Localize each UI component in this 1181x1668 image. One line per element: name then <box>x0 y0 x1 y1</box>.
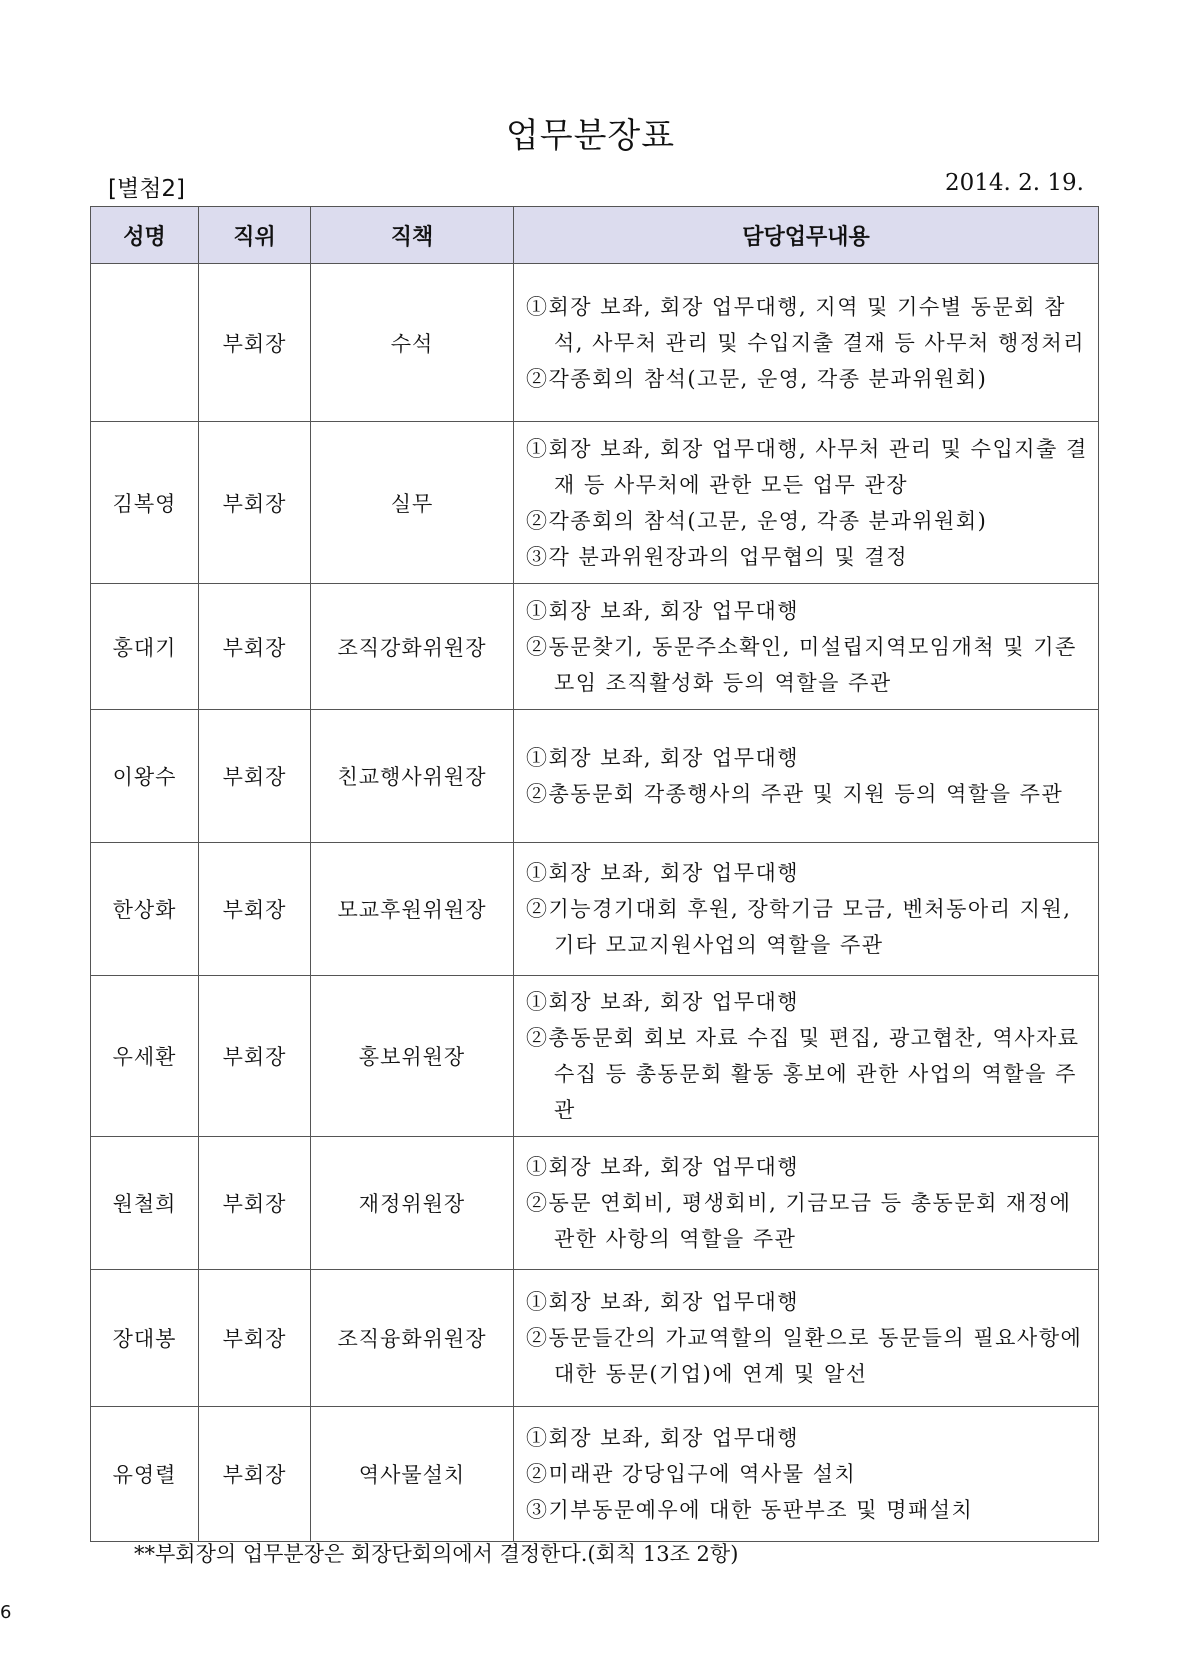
cell-name: 김복영 <box>91 422 199 584</box>
duty-item: ①회장 보좌, 회장 업무대행 <box>526 1290 800 1314</box>
cell-role: 재정위원장 <box>311 1137 514 1270</box>
duty-item: ②미래관 강당입구에 역사물 설치 <box>526 1462 857 1486</box>
duty-item: ②동문찾기, 동문주소확인, 미설립지역모임개척 및 기존모임 조직활성화 등의 역할을 주관 <box>526 634 1077 695</box>
cell-role: 실무 <box>311 422 514 584</box>
cell-duties <box>514 976 1099 1137</box>
duty-item: ②동문 연회비, 평생회비, 기금모금 등 총동문회 재정에 관한 사항의 역할을 주관 <box>526 1191 1072 1251</box>
duty-item: ①회장 보좌, 회장 업무대행 <box>526 861 800 885</box>
table-row <box>91 422 1099 584</box>
header-role: 직책 <box>311 207 514 264</box>
cell-duties <box>514 422 1099 584</box>
table-row <box>91 584 1099 710</box>
cell-role: 친교행사위원장 <box>311 710 514 843</box>
duty-item: ①회장 보좌, 회장 업무대행 <box>526 1426 800 1450</box>
cell-duties <box>514 264 1099 422</box>
cell-role: 역사물설치 <box>311 1407 514 1542</box>
table-row <box>91 710 1099 843</box>
table-row <box>91 976 1099 1137</box>
cell-position: 부회장 <box>199 1137 311 1270</box>
footnote: **부회장의 업무분장은 회장단회의에서 결정한다.(회칙 13조 2항) <box>134 1542 739 1566</box>
cell-duties <box>514 1137 1099 1270</box>
table-row <box>91 264 1099 422</box>
table-row <box>91 1137 1099 1270</box>
duty-item: ②총동문회 각종행사의 주관 및 지원 등의 역할을 주관 <box>526 782 1064 806</box>
duty-item: ①회장 보좌, 회장 업무대행 <box>526 746 800 770</box>
cell-duties <box>514 710 1099 843</box>
cell-position: 부회장 <box>199 1270 311 1407</box>
duty-item: ③각 분과위원장과의 업무협의 및 결정 <box>526 544 908 569</box>
cell-role: 조직강화위원장 <box>311 584 514 710</box>
page-number: 6 <box>0 1602 12 1623</box>
cell-name: 원철희 <box>91 1137 199 1270</box>
duty-item: ②각종회의 참석(고문, 운영, 각종 분과위원회) <box>526 508 988 533</box>
cell-duties <box>514 1270 1099 1407</box>
cell-position: 부회장 <box>199 264 311 422</box>
cell-name <box>91 264 199 422</box>
cell-name: 홍대기 <box>91 584 199 710</box>
cell-position: 부회장 <box>199 422 311 584</box>
cell-position: 부회장 <box>199 843 311 976</box>
duty-item: ②기능경기대회 후원, 장학기금 모금, 벤처동아리 지원, 기타 모교지원사업의 역할을 주관 <box>526 897 1072 957</box>
duty-item: ②동문들간의 가교역할의 일환으로 동문들의 필요사항에 대한 동문(기업)에 연계 및 알선 <box>526 1326 1083 1386</box>
cell-role: 홍보위원장 <box>311 976 514 1137</box>
document-date: 2014. 2. 19. <box>945 170 1084 196</box>
cell-name: 우세환 <box>91 976 199 1137</box>
cell-position: 부회장 <box>199 1407 311 1542</box>
cell-name: 이왕수 <box>91 710 199 843</box>
duty-item: ③기부동문예우에 대한 동판부조 및 명패설치 <box>526 1498 974 1522</box>
table-row <box>91 1270 1099 1407</box>
table-row <box>91 1407 1099 1542</box>
cell-duties <box>514 1407 1099 1542</box>
attachment-label: [별첨2] <box>108 176 186 202</box>
table-body <box>91 264 1099 1542</box>
page-title: 업무분장표 <box>505 116 676 156</box>
cell-name: 장대봉 <box>91 1270 199 1407</box>
table-header-row <box>91 207 1099 264</box>
cell-position: 부회장 <box>199 584 311 710</box>
duty-item: ①회장 보좌, 회장 업무대행 <box>526 598 800 623</box>
cell-duties <box>514 843 1099 976</box>
table-row <box>91 843 1099 976</box>
duty-table <box>90 206 1099 1542</box>
cell-name: 한상화 <box>91 843 199 976</box>
cell-role: 수석 <box>311 264 514 422</box>
duty-item: ①회장 보좌, 회장 업무대행 <box>526 990 800 1014</box>
cell-position: 부회장 <box>199 976 311 1137</box>
duty-item: ①회장 보좌, 회장 업무대행, 지역 및 기수별 동문회 참석, 사무처 관리 및 수입지출 결재 등 사무처 행정처리 <box>526 294 1086 355</box>
header-duties: 담당업무내용 <box>514 207 1099 264</box>
header-name: 성명 <box>91 207 199 264</box>
duty-item: ①회장 보좌, 회장 업무대행, 사무처 관리 및 수입지출 결재 등 사무처에 관한 모든 업무 관장 <box>526 436 1088 497</box>
header-position: 직위 <box>199 207 311 264</box>
duty-item: ①회장 보좌, 회장 업무대행 <box>526 1155 800 1179</box>
cell-name: 유영렬 <box>91 1407 199 1542</box>
cell-position: 부회장 <box>199 710 311 843</box>
cell-role: 조직융화위원장 <box>311 1270 514 1407</box>
cell-role: 모교후원위원장 <box>311 843 514 976</box>
duty-item: ②각종회의 참석(고문, 운영, 각종 분과위원회) <box>526 366 988 391</box>
duty-item: ②총동문회 회보 자료 수집 및 편집, 광고협찬, 역사자료 수집 등 총동문회 활동 홍보에 관한 사업의 역할을 주관 <box>526 1026 1080 1122</box>
cell-duties <box>514 584 1099 710</box>
